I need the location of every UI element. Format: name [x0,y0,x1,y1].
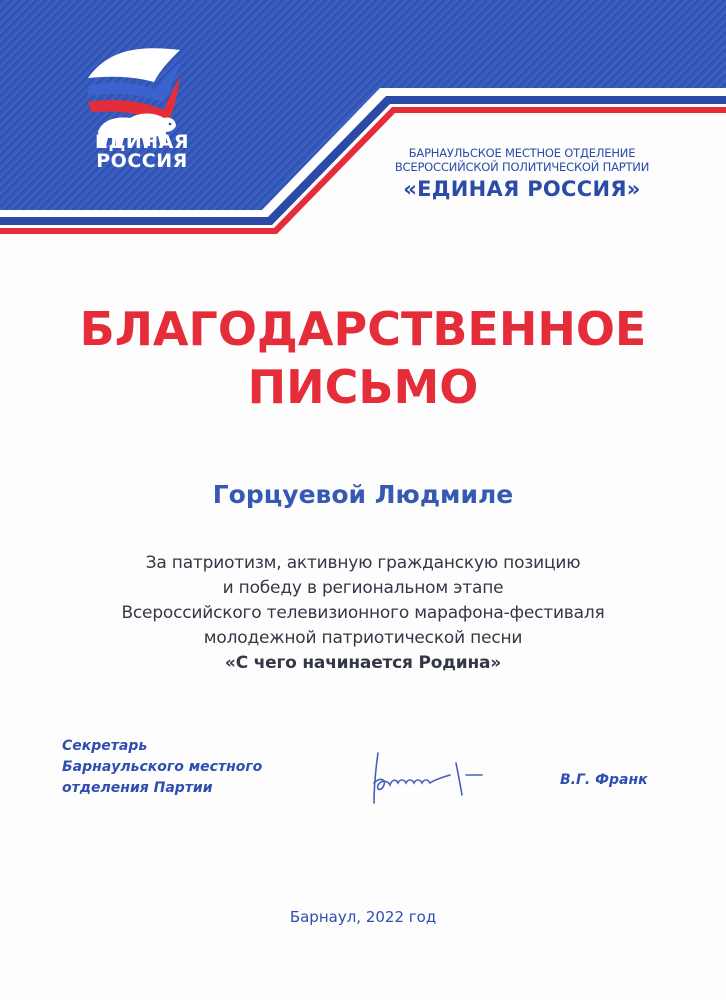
org-line1: БАРНАУЛЬСКОЕ МЕСТНОЕ ОТДЕЛЕНИЕ [408,146,636,160]
logo-line1: ЕДИНАЯ [94,131,190,153]
body-line5: «С чего начинается Родина» [224,653,502,673]
body-text [40,551,686,676]
logo-line2: РОССИЯ [96,150,188,172]
document-title [0,300,726,416]
recipient-name: Горцуевой Людмиле [212,480,514,509]
signatory-title-line3: отделения Партии [62,780,213,796]
title-line1: БЛАГОДАРСТВЕННОЕ [79,302,647,356]
body-line4: молодежной патриотической песни [203,628,523,648]
handwritten-signature-icon [360,745,500,815]
title-line2: ПИСЬМО [247,360,479,414]
body-line1: За патриотизм, активную гражданскую позицию [145,553,581,573]
signatory-title-line1: Секретарь [62,738,148,754]
logo-wordmark [92,133,192,171]
organization-header [362,146,682,202]
body-line2: и победу в региональном этапе [222,578,504,598]
place-and-date: Барнаул, 2022 год [289,908,437,926]
org-line2: ВСЕРОССИЙСКОЙ ПОЛИТИЧЕСКОЙ ПАРТИИ [394,160,650,174]
signatory-title [62,736,262,799]
signatory-name: В.Г. Франк [560,772,648,788]
party-name: «ЕДИНАЯ РОССИЯ» [403,177,641,201]
body-line3: Всероссийского телевизионного марафона-фестиваля [121,603,605,623]
signatory-title-line2: Барнаульского местного [62,759,263,775]
